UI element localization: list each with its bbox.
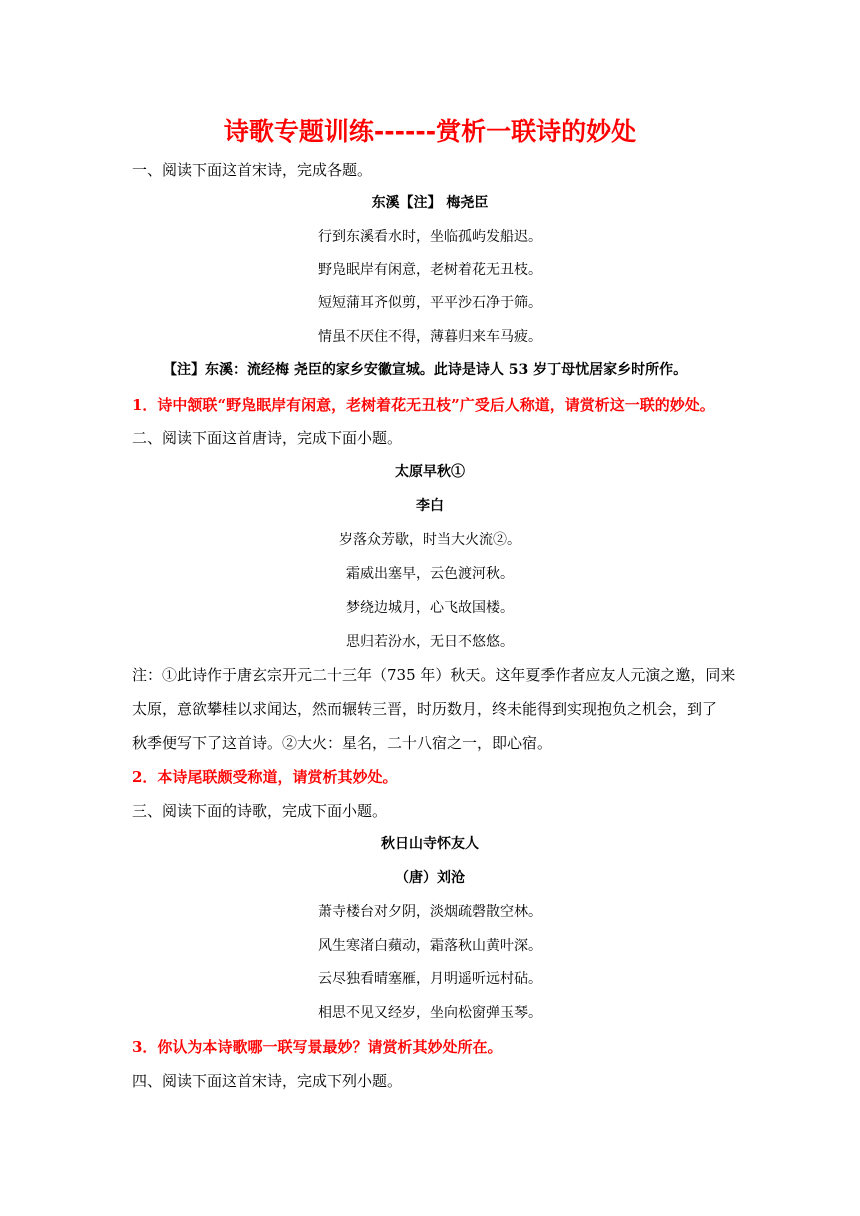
poem-1-line: 情虽不厌住不得，薄暮归来车马疲。 — [318, 329, 542, 345]
section-4-intro: 四、阅读下面这首宋诗，完成下列小题。 — [132, 1072, 403, 1090]
poem-3-line: 云尽独看晴塞雁，月明遥听远村砧。 — [318, 971, 542, 987]
poem-2-line: 思归若汾水，无日不悠悠。 — [346, 634, 514, 650]
poem-3-title: 秋日山寺怀友人 — [381, 836, 479, 852]
poem-3-line: 相思不见又经岁，坐向松窗弹玉琴。 — [318, 1005, 542, 1021]
page-title: 诗歌专题训练------赏析一联诗的妙处 — [223, 117, 637, 146]
poem-2-author: 李白 — [416, 498, 444, 514]
question-2: 2．本诗尾联颇受称道，请赏析其妙处。 — [132, 768, 398, 786]
poem-1-note: 【注】东溪：流经梅 尧臣的家乡安徽宣城。此诗是诗人 53 岁丁母忧居家乡时所作。 — [163, 362, 688, 378]
question-3: 3．你认为本诗歌哪一联写景最妙？请赏析其妙处所在。 — [132, 1038, 503, 1056]
poem-1-title: 东溪【注】 梅尧臣 — [371, 195, 489, 211]
poem-2-line: 岁落众芳歇，时当大火流②。 — [339, 532, 521, 548]
section-1-intro: 一、阅读下面这首宋诗，完成各题。 — [132, 161, 373, 179]
poem-2-note-line: 太原，意欲攀桂以求闻达，然而辗转三晋，时历数月，终未能得到实现抱负之机会，到了 — [132, 700, 718, 718]
poem-3-author: （唐）刘沧 — [395, 870, 465, 886]
poem-2-note-line: 注：①此诗作于唐玄宗开元二十三年（735 年）秋天。这年夏季作者应友人元演之邀，同来 — [132, 666, 736, 684]
poem-3-line: 萧寺楼台对夕阴，淡烟疏磬散空林。 — [318, 904, 542, 920]
poem-1-line: 短短蒲耳齐似剪，平平沙石净于筛。 — [318, 295, 542, 311]
poem-3-line: 风生寒渚白蘋动，霜落秋山黄叶深。 — [318, 938, 542, 954]
poem-2-title: 太原早秋① — [395, 464, 465, 480]
section-2-intro: 二、阅读下面这首唐诗，完成下面小题。 — [132, 429, 403, 447]
question-1: 1．诗中颔联“野凫眠岸有闲意，老树着花无丑枝”广受后人称道，请赏析这一联的妙处。 — [132, 396, 715, 414]
poem-1-line: 行到东溪看水时，坐临孤屿发船迟。 — [318, 229, 542, 245]
poem-2-line: 梦绕边城月，心飞故国楼。 — [346, 600, 514, 616]
section-3-intro: 三、阅读下面的诗歌，完成下面小题。 — [132, 802, 388, 820]
poem-1-line: 野凫眠岸有闲意，老树着花无丑枝。 — [318, 262, 542, 278]
poem-2-line: 霜威出塞早，云色渡河秋。 — [346, 566, 514, 582]
poem-2-note-line: 秋季便写下了这首诗。②大火：星名，二十八宿之一，即心宿。 — [132, 734, 553, 752]
